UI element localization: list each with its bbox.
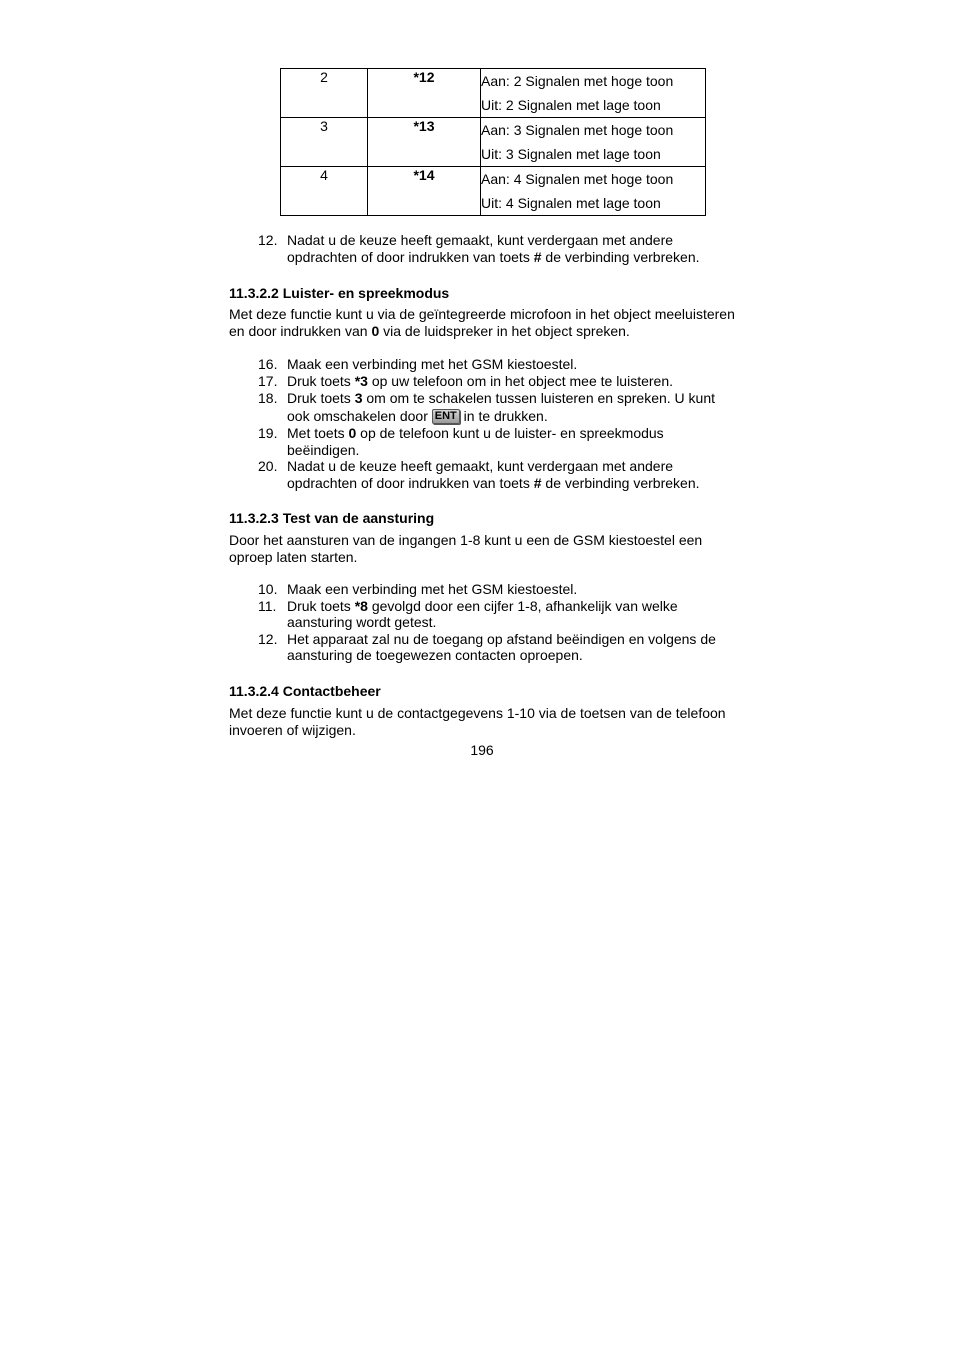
step-text: op uw telefoon om in het object mee te luisteren.	[367, 372, 674, 389]
list-item	[229, 581, 739, 598]
section-heading: 11.3.2.2 Luister- en spreekmodus	[229, 285, 450, 301]
list-item	[229, 356, 739, 373]
step-text: de verbinding verbreken.	[541, 248, 700, 265]
row-code: *12	[368, 69, 481, 118]
row-number: 4	[281, 167, 368, 216]
step-number: 17.	[258, 372, 278, 389]
key-label: 0	[371, 323, 380, 339]
table-row	[281, 118, 706, 167]
page-number: 196	[470, 742, 494, 758]
step-text: Het apparaat zal nu de toegang op afstand beëindigen en volgens de aansturing de toegewezen contacten oproepen.	[287, 630, 716, 663]
step-text: de verbinding verbreken.	[541, 474, 700, 491]
step-text: Druk toets	[287, 390, 355, 406]
signal-codes-table	[280, 68, 706, 216]
row-code: *13	[368, 118, 481, 167]
key-label: 0	[348, 425, 357, 441]
step-number: 11.	[258, 597, 277, 614]
key-label: #	[533, 474, 542, 491]
table-row	[281, 69, 706, 118]
section-intro	[229, 306, 739, 340]
intro-text: Met deze functie kunt u via de geïntegreerde microfoon in het object meeluisteren en door indrukken van	[229, 306, 735, 339]
step-text: Druk toets	[287, 372, 355, 389]
step-number: 18.	[258, 390, 278, 406]
list-item	[229, 458, 739, 491]
row-number: 3	[281, 118, 368, 167]
list-item	[229, 425, 739, 458]
section-intro: Door het aansturen van de ingangen 1-8 kunt u een de GSM kiestoestel een oproep laten starten.	[229, 532, 703, 565]
row-description	[481, 118, 706, 167]
intro-text: via de luidspreker in het object spreken.	[379, 323, 630, 339]
row-number: 2	[281, 69, 368, 118]
list-item	[229, 631, 739, 664]
step-text: op de telefoon kunt u de luister- en spreekmodus beëindigen.	[287, 425, 664, 458]
key-label: *8	[354, 597, 368, 614]
row-off-text: Uit: 4 Signalen met lage toon	[481, 195, 661, 211]
step-text: Nadat u de keuze heeft gemaakt, kunt verdergaan met andere opdrachten of door indrukken van toets	[287, 458, 674, 491]
section-intro: Met deze functie kunt u de contactgegevens 1-10 via de toetsen van de telefoon invoeren of wijzigen.	[229, 705, 726, 738]
row-off-text: Uit: 2 Signalen met lage toon	[481, 97, 661, 113]
section-heading: 11.3.2.3 Test van de aansturing	[229, 510, 435, 526]
step-text: Maak een verbinding met het GSM kiestoestel.	[287, 356, 578, 372]
row-off-text: Uit: 3 Signalen met lage toon	[481, 146, 661, 162]
table-row	[281, 167, 706, 216]
key-label: #	[533, 248, 542, 265]
ent-key-icon: ENT	[432, 409, 460, 424]
step-number: 20.	[258, 458, 278, 474]
step-text: Nadat u de keuze heeft gemaakt, kunt verdergaan met andere opdrachten of door indrukken van toets	[287, 232, 674, 265]
step-number: 19.	[258, 425, 278, 441]
step-text: om om te schakelen tussen luisteren en spreken. U kunt ook omschakelen door	[287, 390, 716, 424]
list-item	[229, 389, 739, 425]
row-on-text: Aan: 3 Signalen met hoge toon	[481, 122, 674, 138]
step-text: gevolgd door een cijfer 1-8, afhankelijk van welke aansturing wordt getest.	[287, 597, 678, 630]
row-on-text: Aan: 2 Signalen met hoge toon	[481, 73, 674, 89]
key-label: *3	[354, 372, 368, 389]
step-text: Met toets	[287, 425, 349, 441]
step-number: 12.	[258, 630, 278, 647]
step-list-after-table	[229, 232, 739, 265]
row-description	[481, 69, 706, 118]
listen-steps	[229, 356, 739, 491]
list-item	[229, 598, 739, 631]
step-text: in te drukken.	[459, 408, 548, 424]
step-text: Druk toets	[287, 597, 355, 614]
key-label: 3	[354, 390, 363, 406]
list-item	[229, 373, 739, 390]
list-item	[229, 232, 739, 265]
step-number: 10.	[258, 581, 278, 597]
row-description	[481, 167, 706, 216]
row-code: *14	[368, 167, 481, 216]
section-heading: 11.3.2.4 Contactbeheer	[229, 683, 381, 699]
row-on-text: Aan: 4 Signalen met hoge toon	[481, 171, 674, 187]
step-text: Maak een verbinding met het GSM kiestoestel.	[287, 581, 578, 597]
step-number: 16.	[258, 356, 278, 372]
step-number: 12.	[258, 232, 278, 248]
test-steps	[229, 581, 739, 664]
